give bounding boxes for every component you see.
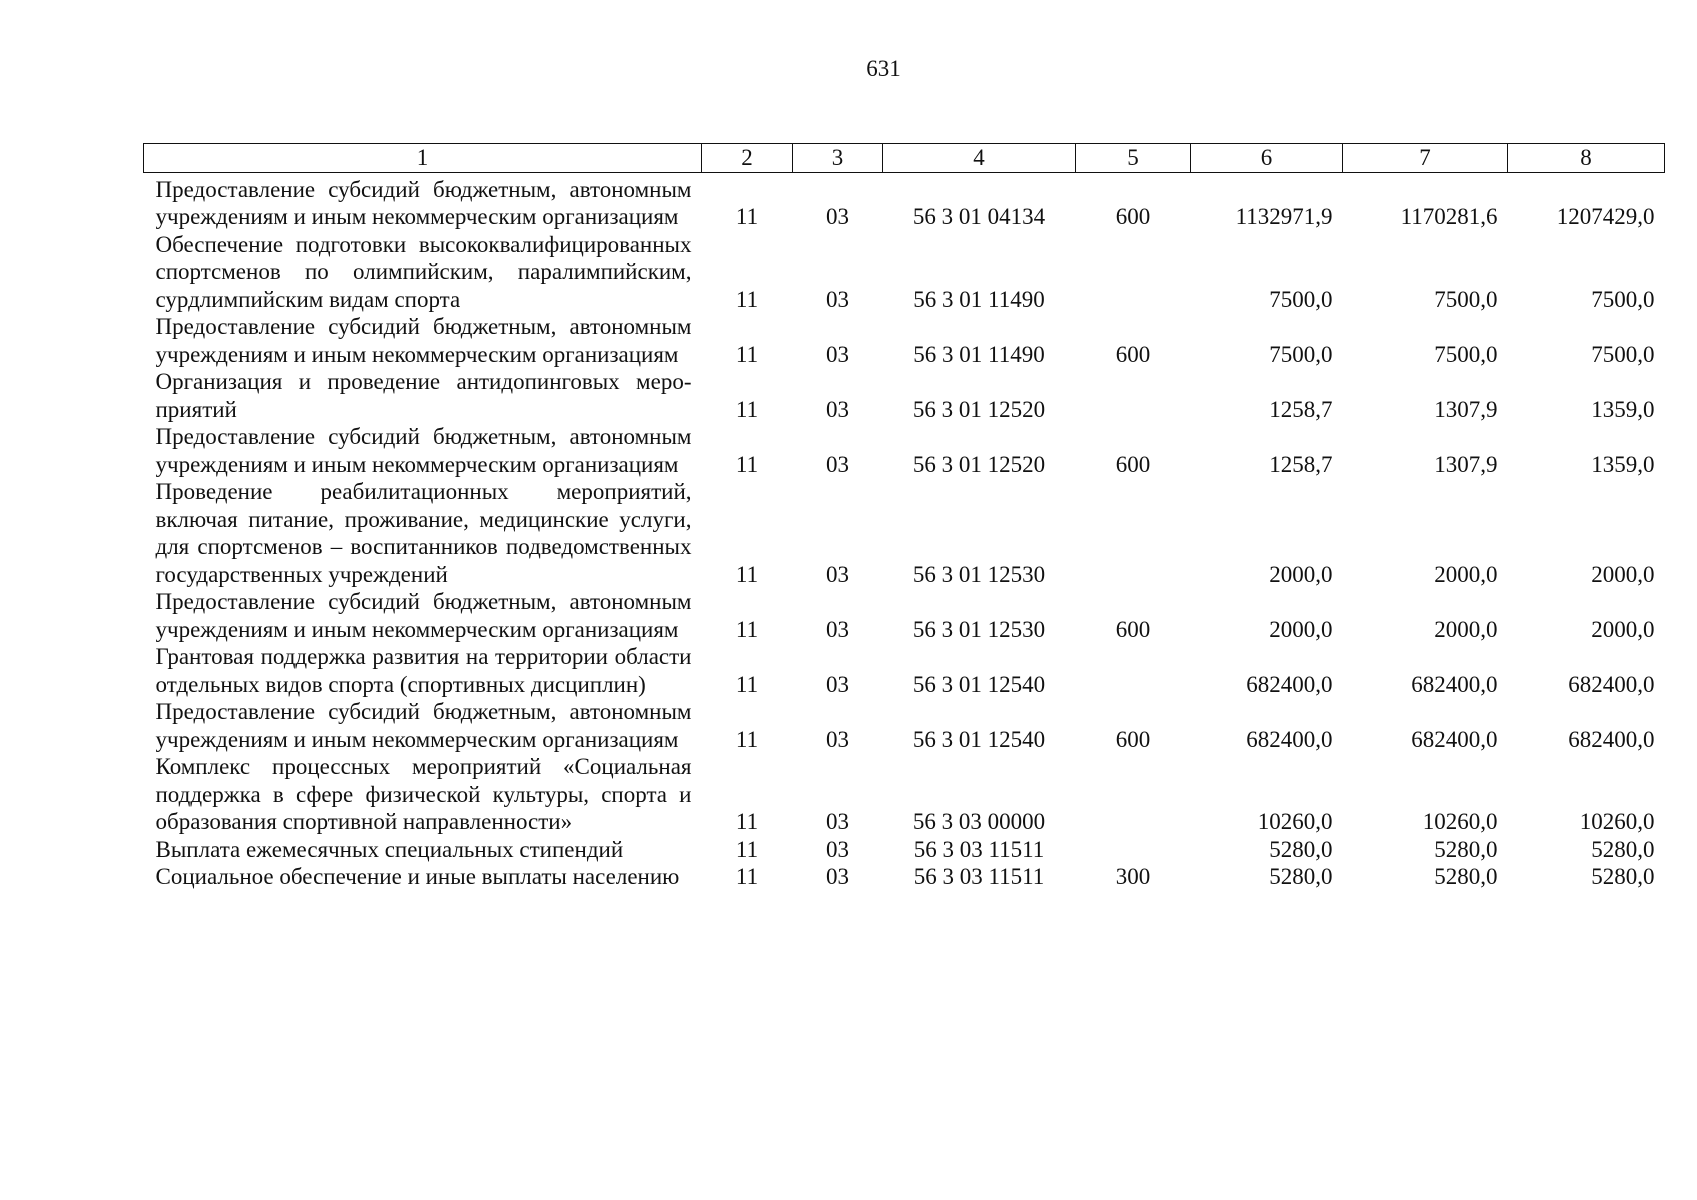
target-article-cell: 56 3 03 11511 (913, 864, 1045, 889)
column-header: 8 (1508, 144, 1665, 173)
row-name: Комплекс процессных мероприятий «Социальная поддержка в сфере физической культуры, спорта и образования спортивной направленности» (155, 754, 692, 834)
expense-type-cell: 600 (1115, 341, 1151, 367)
expense-type-cell: 600 (1115, 451, 1151, 477)
row-name: Предоставление субсидий бюджетным, автономным учреждениям и иным некоммерческим организациям (155, 699, 692, 752)
expense-type-cell (1076, 753, 1191, 836)
subsection-cell: 03 (826, 341, 849, 367)
column-header: 3 (793, 144, 883, 173)
section-cell: 11 (735, 341, 759, 367)
target-article-cell: 56 3 01 12520 (912, 451, 1046, 477)
table-row (144, 172, 1665, 231)
table-row (144, 423, 1665, 478)
target-article-cell: 56 3 01 04134 (912, 204, 1046, 229)
expense-type-cell (1076, 231, 1191, 314)
year1-amount-cell: 7500,0 (1269, 341, 1333, 367)
year1-amount-cell: 10260,0 (1257, 809, 1333, 834)
table-row (144, 698, 1665, 753)
subsection-cell: 03 (826, 809, 849, 834)
column-header: 7 (1343, 144, 1508, 173)
subsection-cell: 03 (826, 451, 849, 477)
expense-type-cell (1076, 368, 1191, 423)
year1-amount-cell: 5280,0 (1269, 864, 1333, 889)
year3-amount-cell: 2000,0 (1591, 561, 1655, 587)
column-header: 2 (702, 144, 793, 173)
section-cell: 11 (735, 671, 759, 697)
subsection-cell: 03 (826, 726, 849, 752)
target-article-cell: 56 3 01 11490 (913, 286, 1045, 312)
column-header: 1 (144, 144, 702, 173)
row-name: Предоставление субсидий бюджетным, автономным учреждениям и иным некоммерческим организациям (155, 176, 692, 229)
year3-amount-cell: 5280,0 (1591, 864, 1655, 889)
column-header: 5 (1076, 144, 1191, 173)
year2-amount-cell: 7500,0 (1434, 341, 1498, 367)
section-cell: 11 (735, 864, 759, 889)
row-name: Социальное обеспечение и иные выплаты населению (155, 864, 680, 889)
section-cell: 11 (735, 451, 759, 477)
table-row (144, 478, 1665, 588)
section-cell: 11 (735, 836, 759, 862)
section-cell: 11 (735, 204, 759, 229)
year3-amount-cell: 5280,0 (1591, 836, 1655, 862)
year2-amount-cell: 1307,9 (1434, 396, 1498, 422)
table-header-row (144, 144, 1665, 173)
year1-amount-cell: 1258,7 (1269, 451, 1333, 477)
year3-amount-cell: 7500,0 (1591, 286, 1655, 312)
target-article-cell: 56 3 01 12520 (912, 396, 1046, 422)
table-row (144, 753, 1665, 836)
table-row (144, 863, 1665, 891)
subsection-cell: 03 (826, 836, 849, 862)
row-name: Грантовая поддержка развития на территории области отдельных видов спорта (спортивных дисциплин) (155, 644, 692, 697)
row-name: Проведение реабилитационных мероприятий, включая питание, проживание, медицинские услуги, для спортсменов – воспитанников подведомственных государственных учреждений (155, 479, 692, 587)
table-row (144, 231, 1665, 314)
subsection-cell: 03 (826, 864, 849, 889)
expense-type-cell (1076, 836, 1191, 864)
subsection-cell: 03 (826, 204, 849, 229)
table-row (144, 643, 1665, 698)
year3-amount-cell: 2000,0 (1591, 616, 1655, 642)
section-cell: 11 (735, 616, 759, 642)
expense-type-cell (1076, 478, 1191, 588)
section-cell: 11 (735, 396, 759, 422)
expense-type-cell: 600 (1115, 616, 1151, 642)
year2-amount-cell: 5280,0 (1434, 836, 1498, 862)
table-row (144, 588, 1665, 643)
expense-type-cell: 300 (1115, 864, 1151, 889)
subsection-cell: 03 (826, 396, 849, 422)
year2-amount-cell: 2000,0 (1434, 616, 1498, 642)
expense-type-cell: 600 (1115, 726, 1151, 752)
year1-amount-cell: 5280,0 (1269, 836, 1333, 862)
year1-amount-cell: 682400,0 (1246, 671, 1333, 697)
year1-amount-cell: 7500,0 (1269, 286, 1333, 312)
target-article-cell: 56 3 01 12540 (912, 671, 1046, 697)
table-row (144, 368, 1665, 423)
page-number: 631 (866, 56, 901, 81)
year1-amount-cell: 2000,0 (1269, 616, 1333, 642)
subsection-cell: 03 (826, 561, 849, 587)
target-article-cell: 56 3 03 00000 (912, 809, 1046, 834)
year3-amount-cell: 1207429,0 (1556, 204, 1655, 229)
section-cell: 11 (735, 726, 759, 752)
target-article-cell: 56 3 01 12530 (912, 561, 1046, 587)
row-name: Выплата ежемесячных специальных стипендий (155, 836, 624, 862)
year1-amount-cell: 1132971,9 (1235, 204, 1333, 229)
target-article-cell: 56 3 01 11490 (913, 341, 1045, 367)
section-cell: 11 (735, 809, 759, 834)
year1-amount-cell: 2000,0 (1269, 561, 1333, 587)
year2-amount-cell: 7500,0 (1434, 286, 1498, 312)
subsection-cell: 03 (826, 286, 849, 312)
target-article-cell: 56 3 01 12540 (912, 726, 1046, 752)
year1-amount-cell: 682400,0 (1246, 726, 1333, 752)
target-article-cell: 56 3 01 12530 (912, 616, 1046, 642)
budget-table (143, 143, 1665, 891)
year2-amount-cell: 10260,0 (1422, 809, 1498, 834)
row-name: Предоставление субсидий бюджетным, автономным учреждениям и иным некоммерческим организациям (155, 314, 692, 367)
year2-amount-cell: 682400,0 (1411, 726, 1498, 752)
year2-amount-cell: 2000,0 (1434, 561, 1498, 587)
column-header: 6 (1191, 144, 1343, 173)
section-cell: 11 (735, 286, 759, 312)
column-header: 4 (883, 144, 1076, 173)
year1-amount-cell: 1258,7 (1269, 396, 1333, 422)
year2-amount-cell: 5280,0 (1434, 864, 1498, 889)
target-article-cell: 56 3 03 11511 (913, 836, 1045, 862)
year2-amount-cell: 682400,0 (1411, 671, 1498, 697)
expense-type-cell (1076, 643, 1191, 698)
year3-amount-cell: 7500,0 (1591, 341, 1655, 367)
row-name: Предоставление субсидий бюджетным, автономным учреждениям и иным некоммерческим организациям (155, 589, 692, 642)
row-name: Обеспечение подготовки высококвалифицированных спортсменов по олимпийским, паралимпийским, сурдлимпийским видам спорта (155, 231, 692, 312)
year3-amount-cell: 1359,0 (1591, 396, 1655, 422)
table-row (144, 836, 1665, 864)
year2-amount-cell: 1170281,6 (1400, 204, 1498, 229)
subsection-cell: 03 (826, 671, 849, 697)
year3-amount-cell: 10260,0 (1579, 809, 1655, 834)
year3-amount-cell: 1359,0 (1591, 451, 1655, 477)
year2-amount-cell: 1307,9 (1434, 451, 1498, 477)
year3-amount-cell: 682400,0 (1568, 726, 1655, 752)
table-row (144, 313, 1665, 368)
subsection-cell: 03 (826, 616, 849, 642)
row-name: Организация и проведение антидопинговых мероприятий (155, 369, 692, 422)
expense-type-cell: 600 (1115, 204, 1151, 229)
section-cell: 11 (735, 561, 759, 587)
year3-amount-cell: 682400,0 (1568, 671, 1655, 697)
row-name: Предоставление субсидий бюджетным, автономным учреждениям и иным некоммерческим организациям (155, 424, 692, 477)
